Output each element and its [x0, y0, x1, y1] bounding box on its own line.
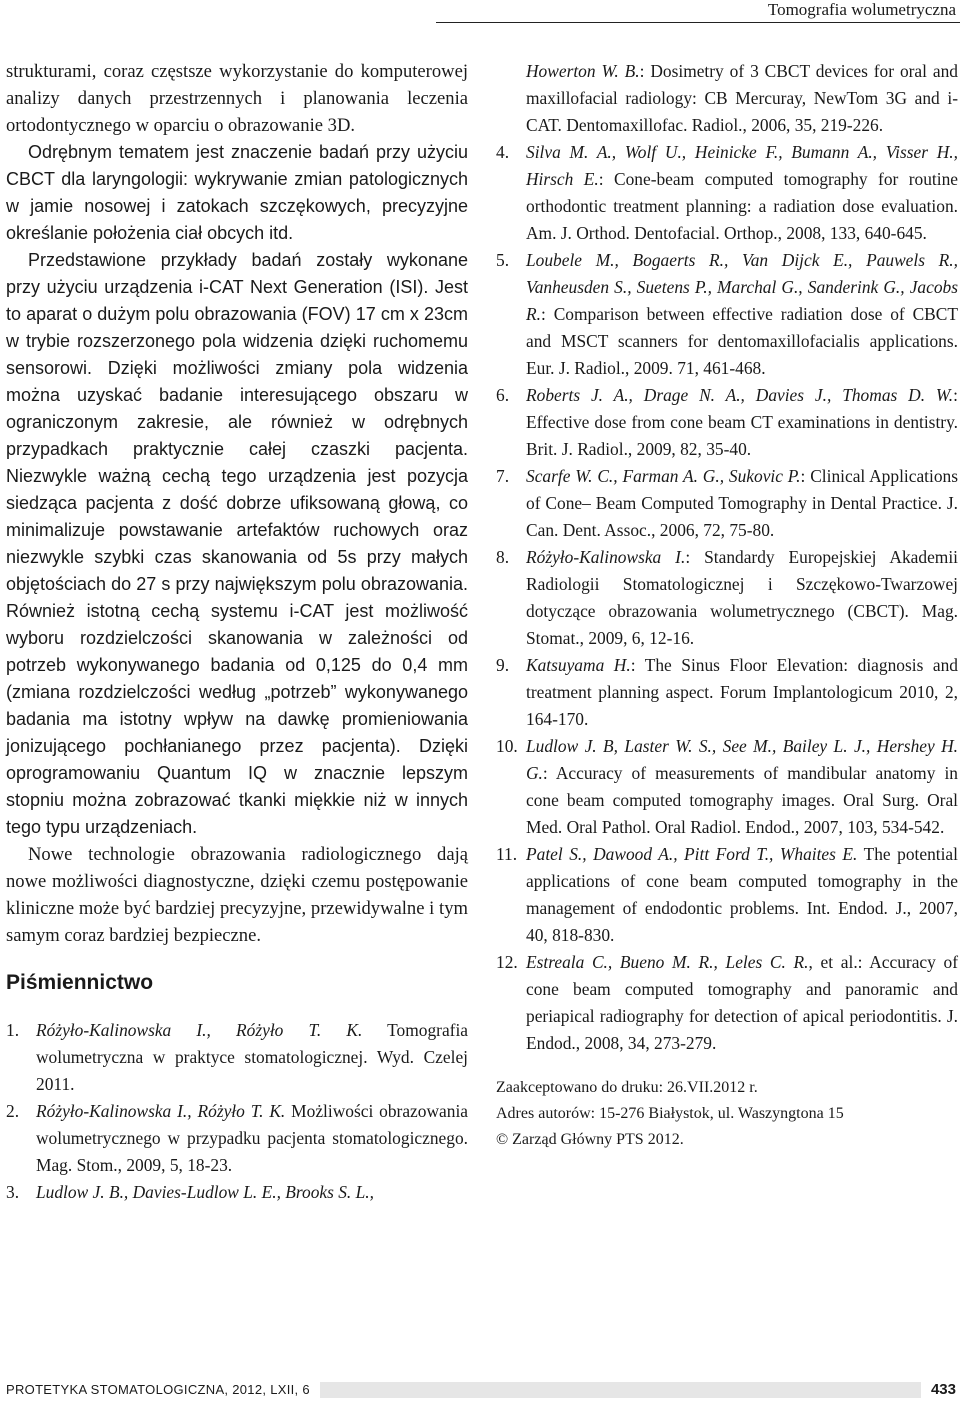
reference-text: Tomografia wolumetryczna w praktyce stomatologicznej. Wyd. Czelej 2011. [36, 1020, 469, 1094]
reference-number: 3. [6, 1182, 20, 1202]
body-paragraph: strukturami, coraz częstsze wykorzystanie do komputerowej analizy danych przestrzennych i planowania leczenia ortodontycznego w oparciu o obrazowanie 3D. [6, 61, 468, 136]
page-footer [0, 1378, 960, 1401]
reference-item [496, 382, 958, 463]
reference-item [496, 544, 958, 652]
body-paragraph: Nowe technologie obrazowania radiologicznego dają nowe możliwości diagnostyczne, dzięki czemu postępowanie kliniczne może być bardziej precyzyjne, przewidywalne i tym samym coraz bardziej bezpieczne. [6, 844, 468, 946]
reference-text: : Standardy Europejskiej Akademii Radiologii Stomatologicznej i Szczękowo-Twarzowej dotyczące obrazowania wolumetrycznego (CBCT). Mag. Stomat., 2009, 6, 12-16. [526, 547, 958, 648]
running-head: Tomografia wolumetryczna [436, 0, 960, 23]
reference-number: 4. [496, 142, 510, 162]
reference-text: : Clinical Applications of Cone– Beam Computed Tomography in Dental Practice. J. Can. Dent. Assoc., 2006, 72, 75-80. [526, 466, 958, 540]
reference-authors: Howerton W. B. [526, 61, 640, 81]
footer-divider-bar [320, 1382, 921, 1398]
page-number: 433 [930, 1381, 956, 1398]
right-column [496, 58, 958, 1153]
author-address: Adres autorów: 15-276 Białystok, ul. Waszyngtona 15 [496, 1105, 844, 1122]
reference-item [6, 1017, 468, 1098]
reference-text: : Accuracy of measurements of mandibular anatomy in cone beam computed tomography images. Oral Surg. Oral Med. Oral Pathol. Oral Radiol. Endod., 2007, 103, 534-542. [526, 763, 958, 837]
reference-body [526, 247, 958, 382]
acceptance-note: Zaakceptowano do druku: 26.VII.2012 r. [496, 1079, 758, 1096]
reference-body [36, 1017, 468, 1098]
reference-authors: Roberts J. A., Drage N. A., Davies J., Thomas D. W. [526, 385, 954, 405]
reference-authors: Loubele M., Bogaerts R., Van Dijck E., Pauwels R., Vanheusden S., Suetens P., Marchal G., Sanderink G., Jacobs R. [526, 250, 958, 324]
reference-number: 12. [496, 952, 518, 972]
reference-number: 11. [496, 844, 518, 864]
reference-item [496, 949, 958, 1057]
reference-authors: Patel S., Dawood A., Pitt Ford T., Whaites E. [526, 844, 858, 864]
reference-item [496, 733, 958, 841]
reference-authors: Różyło-Kalinowska I. [526, 547, 686, 567]
reference-authors: Różyło-Kalinowska I., Różyło T. K. [36, 1101, 286, 1121]
reference-number: 7. [496, 466, 510, 486]
reference-item [496, 652, 958, 733]
reference-item [6, 1098, 468, 1179]
reference-text: : Cone-beam computed tomography for routine orthodontic treatment planning: a radiation dose evaluation. Am. J. Orthod. Dentofacial. Orthop., 2008, 133, 640-645. [526, 169, 958, 243]
reference-item [496, 58, 958, 139]
journal-name: PROTETYKA STOMATOLOGICZNA, 2012, LXII, 6 [6, 1382, 310, 1397]
left-column [6, 58, 468, 1206]
reference-item [496, 139, 958, 247]
reference-authors: Ludlow J. B, Laster W. S., See M., Bailey L. J., Hershey H. G. [526, 736, 958, 783]
reference-body [526, 733, 958, 841]
reference-body [526, 544, 958, 652]
reference-text: , et al.: Accuracy of cone beam computed tomography and panoramic and periapical radiography for detection of apical periodontitis. J. Endod., 2008, 34, 273-279. [526, 952, 958, 1053]
reference-text: : Comparison between effective radiation dose of CBCT and MSCT scanners for dentomaxillofacialis applications. Eur. J. Radiol., 2009. 71, 461-468. [526, 304, 958, 378]
reference-number: 6. [496, 385, 510, 405]
reference-item [496, 841, 958, 949]
reference-number: 10. [496, 736, 518, 756]
reference-text: : Effective dose from cone beam CT examinations in dentistry. Brit. J. Radiol., 2009, 82, 35-40. [526, 385, 958, 459]
reference-body [526, 463, 958, 544]
reference-body [526, 841, 958, 949]
reference-number: 1. [6, 1020, 20, 1040]
reference-body [36, 1098, 468, 1179]
reference-item [6, 1179, 468, 1206]
reference-number [496, 58, 526, 139]
reference-number: 2. [6, 1101, 20, 1121]
reference-body [526, 652, 958, 733]
reference-body [526, 58, 958, 139]
reference-authors: Różyło-Kalinowska I., Różyło T. K. [36, 1020, 363, 1040]
body-paragraph: Przedstawione przykłady badań zostały wykonane przy użyciu urządzenia i-CAT Next Generation (ISI). Jest to aparat o dużym polu obrazowania (FOV) 17 cm x 23cm w trybie rozszerzonego pola widzenia dzięki ruchomemu sensorowi. Dzięki możliwości zmiany pola widzenia można uzyskać badanie interesującego obszaru w ograniczonym zakresie, ale również w odrębnych przypadkach praktycznie całej czaszki pacjenta. Niezwykle ważną cechą tego urządzenia jest pozycja siedząca pacjenta z dość dobrze ufiksowaną głową, co minimalizuje powstawanie artefaktów ruchowych oraz niezwykle szybki czas skanowania od 5s przy małych objętościach do 27 s przy największym polu obrazowania. Również istotną cechą systemu i-CAT jest możliwość wyboru rozdzielczości skanowania w zależności od potrzeb wykonywanego badania od 0,125 do 0,4 mm (zmiana rozdzielczości według „potrzeb” wykonywanego badania ma istotny wpływ na dawkę promieniowania jonizującego pochłanianego przez pacjenta). Dzięki oprogramowaniu Quantum IQ w znacznie lepszym stopniu można zobrazować tkanki miękkie niż w innych tego typu urządzeniach. [6, 250, 468, 837]
reference-body [526, 382, 958, 463]
reference-authors: Ludlow J. B., Davies-Ludlow L. E., Brooks S. L., [36, 1182, 374, 1202]
reference-authors: Scarfe W. C., Farman A. G., Sukovic P. [526, 466, 801, 486]
reference-text: The potential applications of cone beam computed tomography in the management of endodontic problems. Int. Endod. J., 2007, 40, 818-830. [526, 844, 958, 945]
reference-body [36, 1179, 468, 1206]
reference-authors: Estreala C., Bueno M. R., Leles C. R. [526, 952, 809, 972]
copyright-note: © Zarząd Główny PTS 2012. [496, 1131, 684, 1148]
reference-authors: Silva M. A., Wolf U., Heinicke F., Bumann A., Visser H., Hirsch E. [526, 142, 958, 189]
reference-number: 5. [496, 250, 510, 270]
reference-authors: Katsuyama H. [526, 655, 631, 675]
reference-text: : The Sinus Floor Elevation: diagnosis and treatment planning aspect. Forum Implantologicum 2010, 2, 164-170. [526, 655, 958, 729]
reference-item [496, 463, 958, 544]
body-paragraph: Odrębnym tematem jest znaczenie badań przy użyciu CBCT dla laryngologii: wykrywanie zmian patologicznych w jamie nosowej i zatokach szczękowych, precyzyjne określanie położenia ciał obcych itd. [6, 142, 468, 243]
reference-body [526, 949, 958, 1057]
section-title-references: Piśmiennictwo [6, 971, 154, 994]
reference-list [6, 1017, 468, 1206]
reference-list-continued [496, 58, 958, 1057]
reference-text: : Dosimetry of 3 CBCT devices for oral and maxillofacial radiology: CB Mercuray, NewTom 3G and i-CAT. Dentomaxillofac. Radiol., 2006, 35, 219-226. [526, 61, 958, 135]
reference-number: 9. [496, 655, 510, 675]
reference-body [526, 139, 958, 247]
reference-text: Możliwości obrazowania wolumetrycznego w przypadku pacjenta stomatologicznego. Mag. Stom., 2009, 5, 18-23. [36, 1101, 468, 1175]
reference-number: 8. [496, 547, 510, 567]
reference-item [496, 247, 958, 382]
